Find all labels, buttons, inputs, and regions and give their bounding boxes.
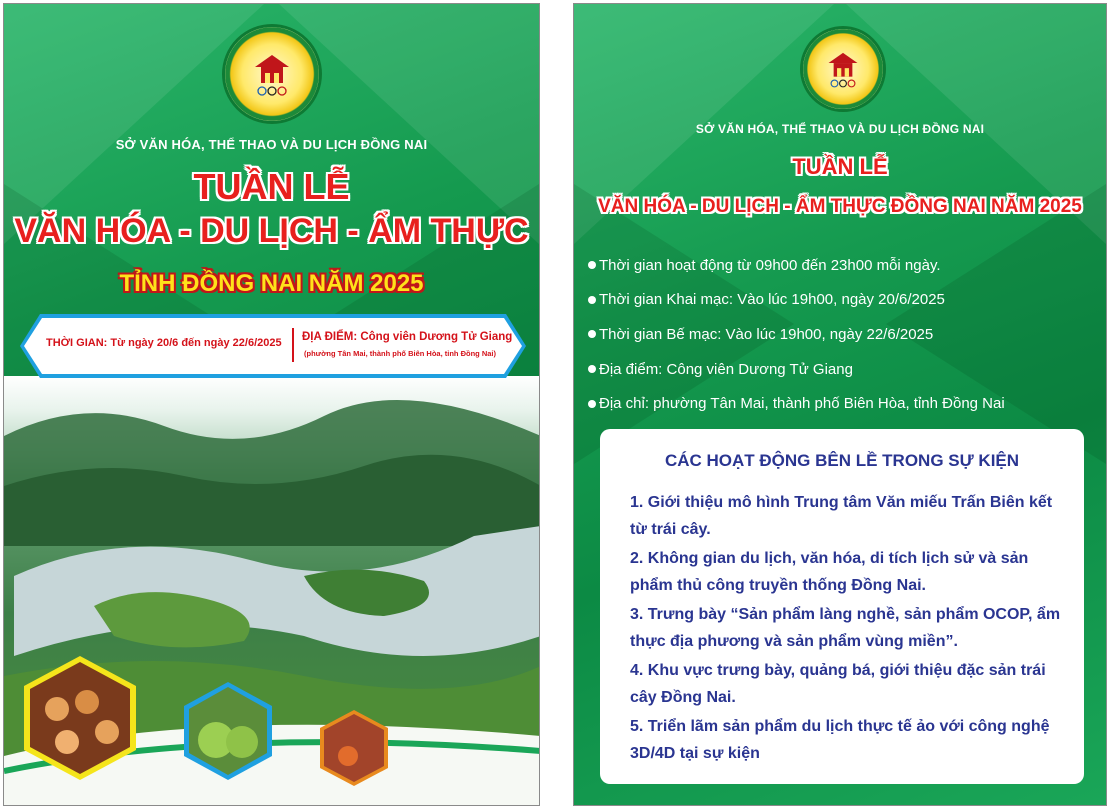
activity-item: 3. Trưng bày “Sản phẩm làng nghề, sản phẩm OCOP, ẩm thực địa phương và sản phẩm vùng miền”. bbox=[630, 606, 1061, 650]
event-place: ĐỊA ĐIỂM: Công viên Dương Tử Giang bbox=[302, 331, 513, 343]
event-title-line2: VĂN HÓA - DU LỊCH - ẨM THỰC ĐỒNG NAI NĂM 2025 bbox=[598, 196, 1082, 217]
craft-photo bbox=[318, 708, 390, 788]
event-title-line1: TUẦN LỄ bbox=[193, 166, 350, 207]
activities-card bbox=[600, 429, 1084, 784]
flyer-front bbox=[3, 3, 540, 806]
flyer-back bbox=[573, 3, 1107, 806]
bullet-icon bbox=[588, 400, 596, 408]
activity-item: 5. Triển lãm sản phẩm du lịch thực tế ảo với công nghệ 3D/4D tại sự kiện bbox=[630, 718, 1050, 762]
bullet-icon bbox=[588, 261, 596, 269]
detail-item: Thời gian Khai mạc: Vào lúc 19h00, ngày 20/6/2025 bbox=[588, 283, 1005, 318]
activity-item: 1. Giới thiệu mô hình Trung tâm Văn miếu Trấn Biên kết từ trái cây. bbox=[630, 494, 1053, 538]
organization-name: SỞ VĂN HÓA, THỂ THAO VÀ DU LỊCH ĐỒNG NAI bbox=[115, 137, 428, 152]
activities-title: CÁC HOẠT ĐỘNG BÊN LỀ TRONG SỰ KIỆN bbox=[664, 451, 1020, 470]
banner-divider bbox=[292, 328, 294, 362]
detail-item: Thời gian Bế mạc: Vào lúc 19h00, ngày 22/6/2025 bbox=[588, 317, 1005, 352]
detail-item: Thời gian hoạt động từ 09h00 đến 23h00 mỗi ngày. bbox=[588, 248, 1005, 283]
bullet-icon bbox=[588, 365, 596, 373]
activity-item: 2. Không gian du lịch, văn hóa, di tích lịch sử và sản phẩm thủ công truyền thống Đồng Nai. bbox=[630, 550, 1029, 594]
detail-item: Địa điểm: Công viên Dương Tử Giang bbox=[588, 352, 1005, 387]
department-logo bbox=[800, 26, 886, 112]
bullet-icon bbox=[588, 330, 596, 338]
event-address: (phường Tân Mai, thành phố Biên Hòa, tỉnh Đồng Nai) bbox=[304, 349, 496, 358]
event-title-line2: VĂN HÓA - DU LỊCH - ẨM THỰC bbox=[14, 212, 529, 250]
detail-item: Địa chỉ: phường Tân Mai, thành phố Biên Hòa, tỉnh Đồng Nai bbox=[588, 386, 1005, 421]
activity-item: 4. Khu vực trưng bày, quảng bá, giới thiệu đặc sản trái cây Đồng Nai. bbox=[630, 662, 1046, 706]
bullet-icon bbox=[588, 296, 596, 304]
organization-name: SỞ VĂN HÓA, THỂ THAO VÀ DU LỊCH ĐỒNG NAI bbox=[695, 122, 985, 136]
event-title-line3: TỈNH ĐỒNG NAI NĂM 2025 bbox=[119, 270, 424, 297]
event-details-list bbox=[588, 248, 1005, 421]
event-title-line1: TUẦN LỄ bbox=[792, 154, 888, 179]
pomelo-photo bbox=[182, 680, 274, 782]
food-photo bbox=[22, 654, 138, 782]
department-logo bbox=[222, 24, 322, 124]
event-time: THỜI GIAN: Từ ngày 20/6 đến ngày 22/6/2025 bbox=[46, 337, 282, 349]
